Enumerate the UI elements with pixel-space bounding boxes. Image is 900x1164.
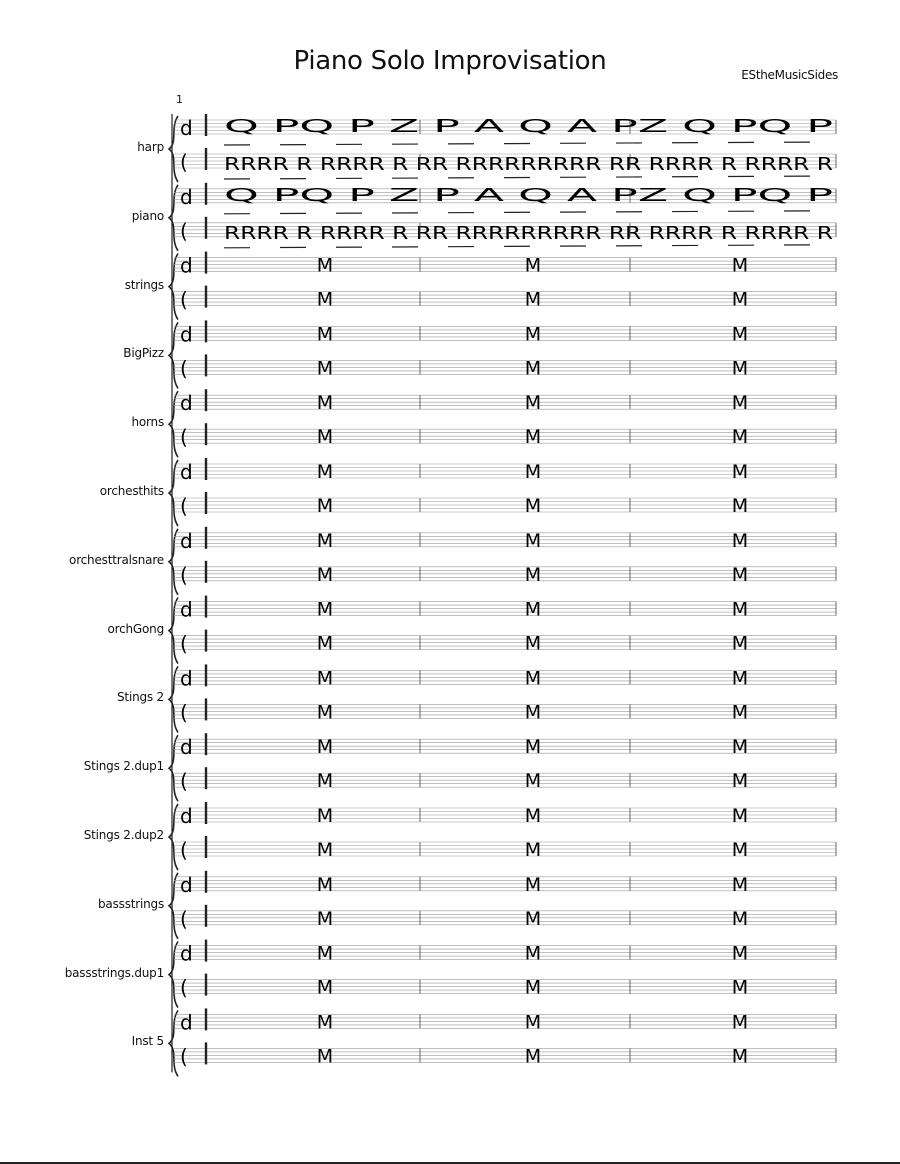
note-row: RRRR R RRRR R RR RRRRRRRRR RR RRRR R RRRR R bbox=[224, 154, 833, 175]
whole-rest: M bbox=[316, 736, 334, 759]
whole-rest: M bbox=[524, 357, 542, 380]
treble-clef-glyph: d bbox=[180, 322, 193, 347]
whole-rest: M bbox=[524, 770, 542, 793]
staff-brace bbox=[169, 804, 178, 870]
whole-rest: M bbox=[316, 1045, 334, 1068]
staff-brace bbox=[169, 942, 178, 1008]
whole-rest: M bbox=[316, 563, 334, 586]
whole-rest: M bbox=[316, 426, 334, 449]
instrument-label: Stings 2 bbox=[117, 690, 164, 705]
whole-rest: M bbox=[316, 288, 334, 311]
whole-rest: M bbox=[524, 461, 542, 483]
whole-rest: M bbox=[731, 461, 749, 483]
whole-rest: M bbox=[316, 357, 334, 380]
staff-brace bbox=[169, 254, 178, 320]
whole-rest: M bbox=[316, 942, 334, 965]
note-row: Q PQ P Z P A Q A PZ Q PQ P bbox=[224, 184, 834, 206]
staff-brace bbox=[169, 598, 178, 664]
bass-clef-glyph: ( bbox=[180, 700, 188, 725]
bass-clef-glyph: ( bbox=[180, 287, 188, 312]
whole-rest: M bbox=[316, 392, 334, 415]
bass-clef-glyph: ( bbox=[180, 769, 188, 794]
whole-rest: M bbox=[731, 942, 749, 965]
instrument-label: orchGong bbox=[107, 621, 164, 636]
instrument-label: bassstrings bbox=[98, 896, 164, 911]
whole-rest: M bbox=[731, 667, 749, 690]
staff-brace bbox=[169, 1010, 178, 1076]
whole-rest: M bbox=[316, 805, 334, 827]
treble-clef-glyph: d bbox=[180, 597, 193, 622]
whole-rest: M bbox=[524, 976, 542, 999]
staff-brace bbox=[169, 322, 178, 388]
whole-rest: M bbox=[316, 770, 334, 793]
note-row: RRRR R RRRR R RR RRRRRRRRR RR RRRR R RRRR R bbox=[224, 222, 833, 244]
whole-rest: M bbox=[731, 288, 749, 311]
whole-rest: M bbox=[524, 563, 542, 586]
staff-brace bbox=[169, 185, 178, 251]
whole-rest: M bbox=[731, 1045, 749, 1068]
whole-rest: M bbox=[316, 701, 334, 724]
bass-clef-glyph: ( bbox=[180, 1044, 188, 1069]
composer-name: EStheMusicSides bbox=[741, 68, 838, 82]
whole-rest: M bbox=[524, 839, 542, 861]
whole-rest: M bbox=[524, 701, 542, 724]
whole-rest: M bbox=[731, 736, 749, 759]
staff-brace bbox=[169, 116, 178, 182]
treble-clef-glyph: d bbox=[180, 735, 193, 760]
whole-rest: M bbox=[524, 632, 542, 655]
staff-brace bbox=[169, 873, 178, 939]
treble-clef-glyph: d bbox=[180, 872, 193, 897]
staff-brace bbox=[169, 735, 178, 801]
whole-rest: M bbox=[524, 736, 542, 759]
note-row: Q PQ P Z P A Q A PZ Q PQ P bbox=[224, 116, 834, 137]
whole-rest: M bbox=[524, 1011, 542, 1034]
treble-clef-glyph: d bbox=[180, 528, 193, 553]
whole-rest: M bbox=[524, 392, 542, 415]
instrument-label: Stings 2.dup1 bbox=[83, 759, 164, 774]
bass-clef-glyph: ( bbox=[180, 425, 188, 450]
bass-clef-glyph: ( bbox=[180, 218, 188, 243]
whole-rest: M bbox=[524, 805, 542, 827]
whole-rest: M bbox=[524, 942, 542, 965]
instrument-label: orchesthits bbox=[99, 484, 164, 498]
whole-rest: M bbox=[316, 907, 334, 930]
bass-clef-glyph: ( bbox=[180, 838, 188, 862]
bass-clef-glyph: ( bbox=[180, 975, 188, 1000]
whole-rest: M bbox=[524, 667, 542, 690]
treble-clef-glyph: d bbox=[180, 253, 193, 278]
score-title: Piano Solo Improvisation bbox=[293, 46, 607, 76]
bass-clef-glyph: ( bbox=[180, 356, 188, 381]
bass-clef-glyph: ( bbox=[180, 906, 188, 931]
instrument-label: BigPizz bbox=[123, 346, 164, 361]
whole-rest: M bbox=[731, 839, 749, 861]
whole-rest: M bbox=[524, 873, 542, 896]
whole-rest: M bbox=[731, 701, 749, 724]
whole-rest: M bbox=[731, 770, 749, 793]
beam bbox=[224, 245, 830, 248]
whole-rest: M bbox=[524, 529, 542, 552]
whole-rest: M bbox=[316, 667, 334, 690]
whole-rest: M bbox=[731, 563, 749, 586]
treble-clef-glyph: d bbox=[180, 116, 193, 140]
whole-rest: M bbox=[316, 495, 334, 517]
whole-rest: M bbox=[524, 598, 542, 621]
whole-rest: M bbox=[316, 976, 334, 999]
beam bbox=[224, 142, 830, 145]
beam bbox=[224, 176, 830, 179]
whole-rest: M bbox=[316, 839, 334, 861]
staff-brace bbox=[169, 529, 178, 595]
whole-rest: M bbox=[731, 632, 749, 655]
bass-clef-glyph: ( bbox=[180, 494, 188, 518]
whole-rest: M bbox=[731, 495, 749, 517]
whole-rest: M bbox=[731, 873, 749, 896]
whole-rest: M bbox=[524, 907, 542, 930]
treble-clef-glyph: d bbox=[180, 460, 193, 484]
whole-rest: M bbox=[524, 1045, 542, 1068]
instrument-label: harp bbox=[137, 140, 164, 154]
whole-rest: M bbox=[731, 426, 749, 449]
whole-rest: M bbox=[316, 598, 334, 621]
whole-rest: M bbox=[731, 598, 749, 621]
whole-rest: M bbox=[524, 495, 542, 517]
measure-number: 1 bbox=[176, 93, 183, 106]
bass-clef-glyph: ( bbox=[180, 562, 188, 587]
whole-rest: M bbox=[524, 288, 542, 311]
whole-rest: M bbox=[731, 323, 749, 346]
instrument-label: Stings 2.dup2 bbox=[83, 828, 164, 842]
instrument-label: strings bbox=[124, 277, 164, 292]
whole-rest: M bbox=[316, 529, 334, 552]
treble-clef-glyph: d bbox=[180, 1010, 193, 1035]
whole-rest: M bbox=[316, 254, 334, 277]
whole-rest: M bbox=[731, 907, 749, 930]
whole-rest: M bbox=[731, 529, 749, 552]
instrument-label: piano bbox=[131, 208, 164, 223]
whole-rest: M bbox=[316, 632, 334, 655]
staff-brace bbox=[169, 460, 178, 526]
whole-rest: M bbox=[731, 976, 749, 999]
instrument-label: horns bbox=[131, 415, 164, 430]
instrument-label: Inst 5 bbox=[131, 1034, 164, 1049]
treble-clef-glyph: d bbox=[180, 666, 193, 691]
whole-rest: M bbox=[731, 805, 749, 827]
treble-clef-glyph: d bbox=[180, 391, 193, 416]
staff-brace bbox=[169, 666, 178, 732]
whole-rest: M bbox=[731, 254, 749, 277]
staff-brace bbox=[169, 391, 178, 457]
whole-rest: M bbox=[731, 1011, 749, 1034]
whole-rest: M bbox=[316, 1011, 334, 1034]
treble-clef-glyph: d bbox=[180, 804, 193, 828]
whole-rest: M bbox=[731, 392, 749, 415]
whole-rest: M bbox=[316, 873, 334, 896]
whole-rest: M bbox=[316, 461, 334, 483]
whole-rest: M bbox=[524, 254, 542, 277]
treble-clef-glyph: d bbox=[180, 941, 193, 966]
instrument-label: orchesttralsnare bbox=[69, 552, 164, 567]
bass-clef-glyph: ( bbox=[180, 150, 188, 174]
treble-clef-glyph: d bbox=[180, 184, 193, 209]
instrument-label: bassstrings.dup1 bbox=[64, 965, 164, 980]
whole-rest: M bbox=[524, 426, 542, 449]
beam bbox=[224, 211, 830, 214]
whole-rest: M bbox=[731, 357, 749, 380]
bass-clef-glyph: ( bbox=[180, 631, 188, 656]
whole-rest: M bbox=[316, 323, 334, 346]
whole-rest: M bbox=[524, 323, 542, 346]
